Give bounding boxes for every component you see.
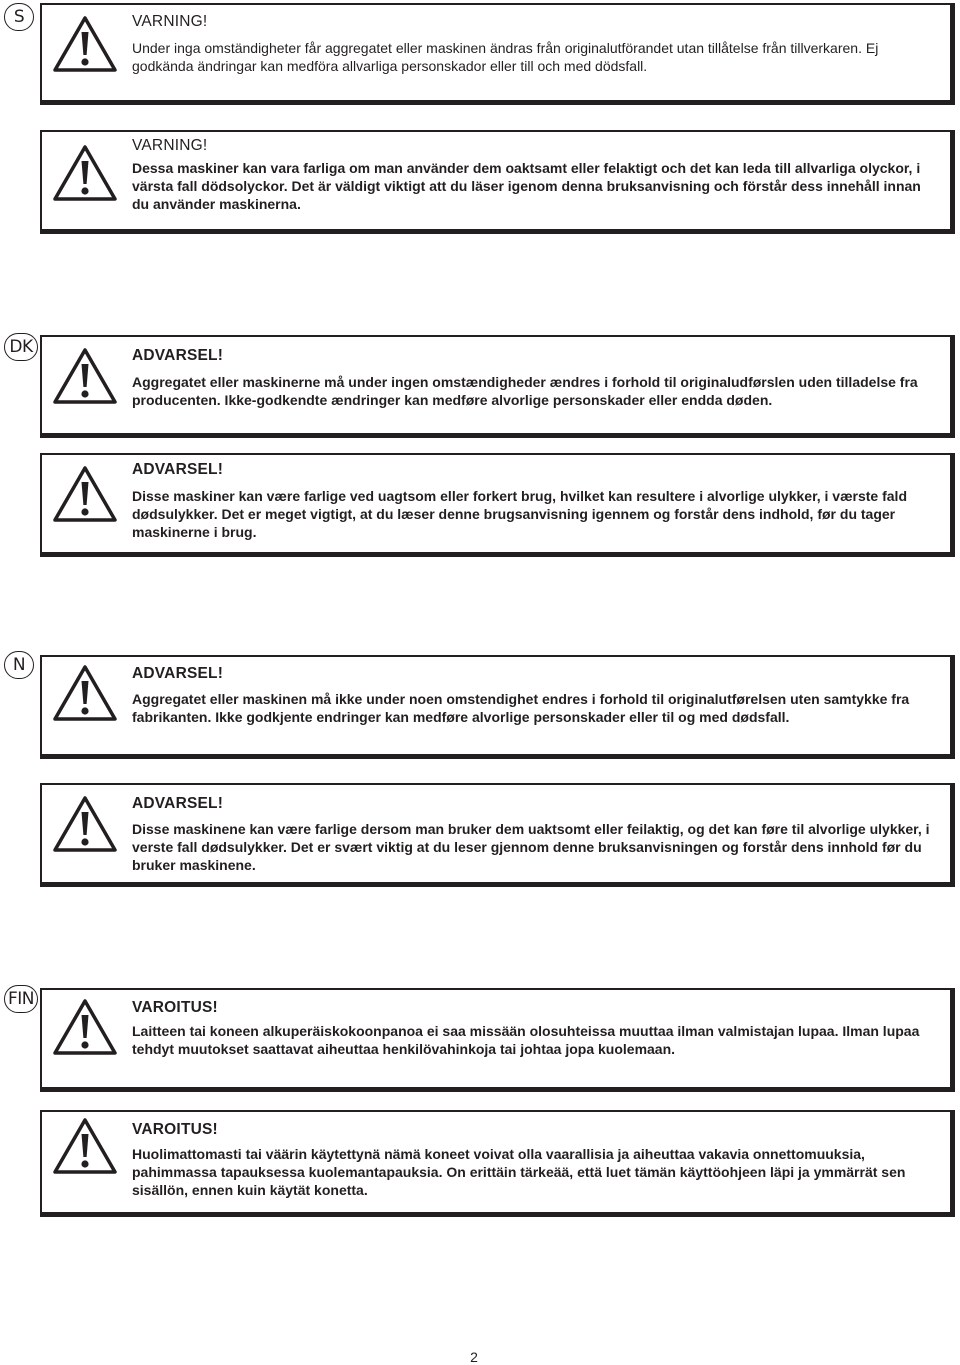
warning-triangle-icon (52, 795, 118, 853)
warning-heading: ADVARSEL! (132, 665, 224, 682)
warning-text: Aggregatet eller maskinerne må under ingen omstændigheder ændres i forhold til originaludførslen uden tilladelse fra producenten. Ikke-godkendte ændringer kan medføre alvorlige personskader eller endda døden. (132, 374, 918, 408)
warning-box (40, 1110, 955, 1217)
warning-heading: ADVARSEL! (132, 347, 224, 364)
language-badge-dk: DK (4, 333, 38, 361)
warning-triangle-icon (52, 465, 118, 523)
warning-heading: VAROITUS! (132, 999, 218, 1016)
warning-text: Disse maskiner kan være farlige ved uagtsom eller forkert brug, hvilket kan resultere i alvorlige ulykker, i værste fald dødsulykker. Det er meget vigtigt, at du læser denne brugsanvisning igennem og forstår dens indhold, før du tager maskinerne i brug. (132, 488, 907, 540)
warning-box (40, 335, 955, 438)
warning-box (40, 3, 955, 105)
warning-box (40, 655, 955, 759)
warning-heading: VAROITUS! (132, 1121, 218, 1138)
language-badge-fin: FIN (4, 985, 38, 1013)
warning-text: Under inga omständigheter får aggregatet eller maskinen ändras från originalutförandet utan tillåtelse från tillverkaren. Ej godkända ändringar kan medföra allvarliga personskador eller till och med dödsfall. (132, 40, 879, 74)
warning-box (40, 130, 955, 234)
warning-box (40, 783, 955, 887)
warning-triangle-icon (52, 144, 118, 202)
warning-text: Laitteen tai koneen alkuperäiskokoonpanoa ei saa missään olosuhteissa muuttaa ilman valmistajan lupaa. Ilman lupaa tehdyt muutokset saattavat aiheuttaa henkilövahinkoja tai johtaa jopa kuolemaan. (132, 1023, 920, 1057)
warning-heading: ADVARSEL! (132, 795, 224, 812)
warning-triangle-icon (52, 1117, 118, 1175)
warning-triangle-icon (52, 998, 118, 1056)
warning-text: Aggregatet eller maskinen må ikke under noen omstendighet endres i forhold til originalutførelsen uten samtykke fra fabrikanten. Ikke godkjente endringer kan medføre alvorlige personskader eller til og med dødsfall. (132, 691, 910, 725)
warning-triangle-icon (52, 664, 118, 722)
warning-box (40, 988, 955, 1092)
page-number: 2 (470, 1349, 478, 1365)
warning-box (40, 453, 955, 557)
warning-heading: VARNING! (132, 13, 208, 30)
language-badge-s: S (4, 3, 34, 31)
language-badge-n: N (4, 651, 34, 679)
warning-text: Disse maskinene kan være farlige dersom man bruker dem uaktsomt eller feilaktig, og det kan føre til alvorlige ulykker, i verste fall dødsulykker. Det er svært viktig at du leser gjennom denne bruksanvisningen og forstår dens innhold før du bruker maskinene. (132, 821, 930, 873)
warning-heading: VARNING! (132, 137, 208, 154)
warning-text: Huolimattomasti tai väärin käytettynä nämä koneet voivat olla vaarallisia ja aiheuttaa vakavia onnettomuuksia, pahimmassa tapauksessa kuolemantapauksia. On erittäin tärkeää, että luet tämän käyttöohjeen läpi ja ymmärrät sen sisällön, ennen kuin käytät konetta. (132, 1146, 906, 1198)
warning-text: Dessa maskiner kan vara farliga om man använder dem oaktsamt eller felaktigt och det kan leda till allvarliga olyckor, i värsta fall dödsolyckor. Det är väldigt viktigt att du läser igenom denna bruksanvisning och förstår dess innehåll innan du använder maskinerna. (132, 160, 921, 212)
warning-heading: ADVARSEL! (132, 461, 224, 478)
warning-triangle-icon (52, 15, 118, 73)
warning-triangle-icon (52, 347, 118, 405)
